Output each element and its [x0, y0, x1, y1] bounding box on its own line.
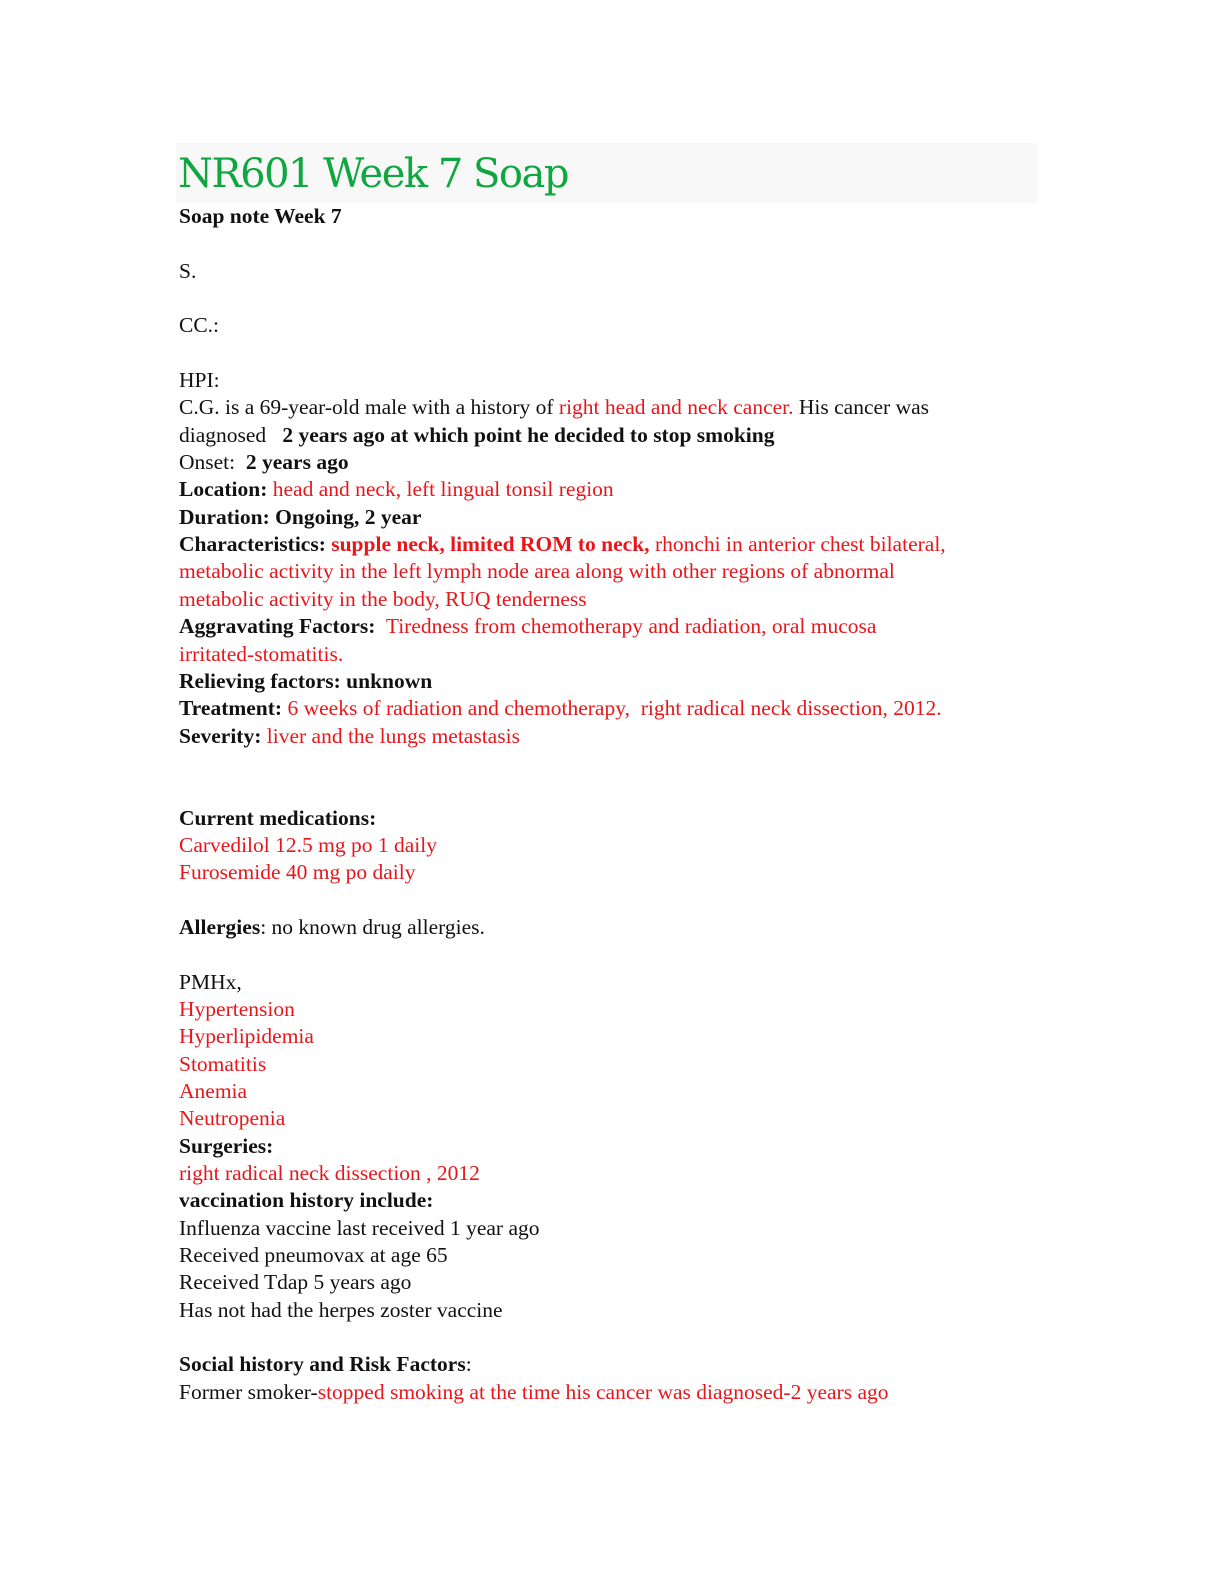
aggravating-line-2: irritated-stomatitis. [179, 641, 344, 666]
pmhx-item: Neutropenia [179, 1106, 286, 1131]
hpi-line-1: C.G. is a 69-year-old male with a history of right head and neck cancer. His cancer was [179, 395, 930, 420]
social-history-value: Former smoker-stopped smoking at the time his cancer was diagnosed-2 years ago [179, 1379, 889, 1404]
section-subjective: S. [179, 258, 197, 283]
document-title: NR601 Week 7 Soap [178, 151, 568, 197]
characteristics-line-1: Characteristics: supple neck, limited ROM to neck, rhonchi in anterior chest bilateral, [179, 532, 946, 557]
hpi-label: HPI: [179, 368, 220, 393]
vaccination-item: Has not had the herpes zoster vaccine [179, 1297, 503, 1322]
medication-item: Furosemide 40 mg po daily [179, 860, 416, 885]
pmhx-label: PMHx, [179, 969, 242, 994]
onset-line: Onset: 2 years ago [179, 450, 349, 475]
medication-item: Carvedilol 12.5 mg po 1 daily [179, 832, 437, 857]
pmhx-item: Stomatitis [179, 1051, 267, 1076]
vaccination-item: Received Tdap 5 years ago [179, 1270, 412, 1295]
vaccination-item: Received pneumovax at age 65 [179, 1243, 448, 1268]
soap-note-body [179, 203, 1039, 1406]
chief-complaint-label: CC.: [179, 313, 220, 338]
location-line: Location: head and neck, left lingual tonsil region [179, 477, 614, 502]
duration-line: Duration: Ongoing, 2 year [179, 504, 422, 529]
medications-label: Current medications: [179, 805, 377, 830]
relieving-line: Relieving factors: unknown [179, 668, 433, 693]
pmhx-item: Hyperlipidemia [179, 1024, 314, 1049]
pmhx-item: Hypertension [179, 996, 295, 1021]
allergies-line: Allergies: no known drug allergies. [179, 914, 485, 939]
aggravating-line-1: Aggravating Factors: Tiredness from chemotherapy and radiation, oral mucosa [179, 614, 877, 639]
pmhx-item: Anemia [179, 1079, 248, 1103]
surgeries-value: right radical neck dissection , 2012 [179, 1161, 480, 1186]
social-history-label: Social history and Risk Factors: [179, 1352, 472, 1377]
hpi-line-2: diagnosed 2 years ago at which point he decided to stop smoking [179, 422, 775, 447]
treatment-line: Treatment: 6 weeks of radiation and chemotherapy, right radical neck dissection, 2012. [179, 696, 942, 721]
characteristics-line-3: metabolic activity in the body, RUQ tenderness [179, 586, 587, 611]
surgeries-label: Surgeries: [179, 1133, 274, 1158]
subtitle: Soap note Week 7 [179, 204, 342, 228]
vaccination-item: Influenza vaccine last received 1 year ago [179, 1215, 540, 1240]
vaccination-label: vaccination history include: [179, 1188, 434, 1213]
characteristics-line-2: metabolic activity in the left lymph node area along with other regions of abnormal [179, 559, 895, 584]
severity-line: Severity: liver and the lungs metastasis [179, 723, 520, 748]
